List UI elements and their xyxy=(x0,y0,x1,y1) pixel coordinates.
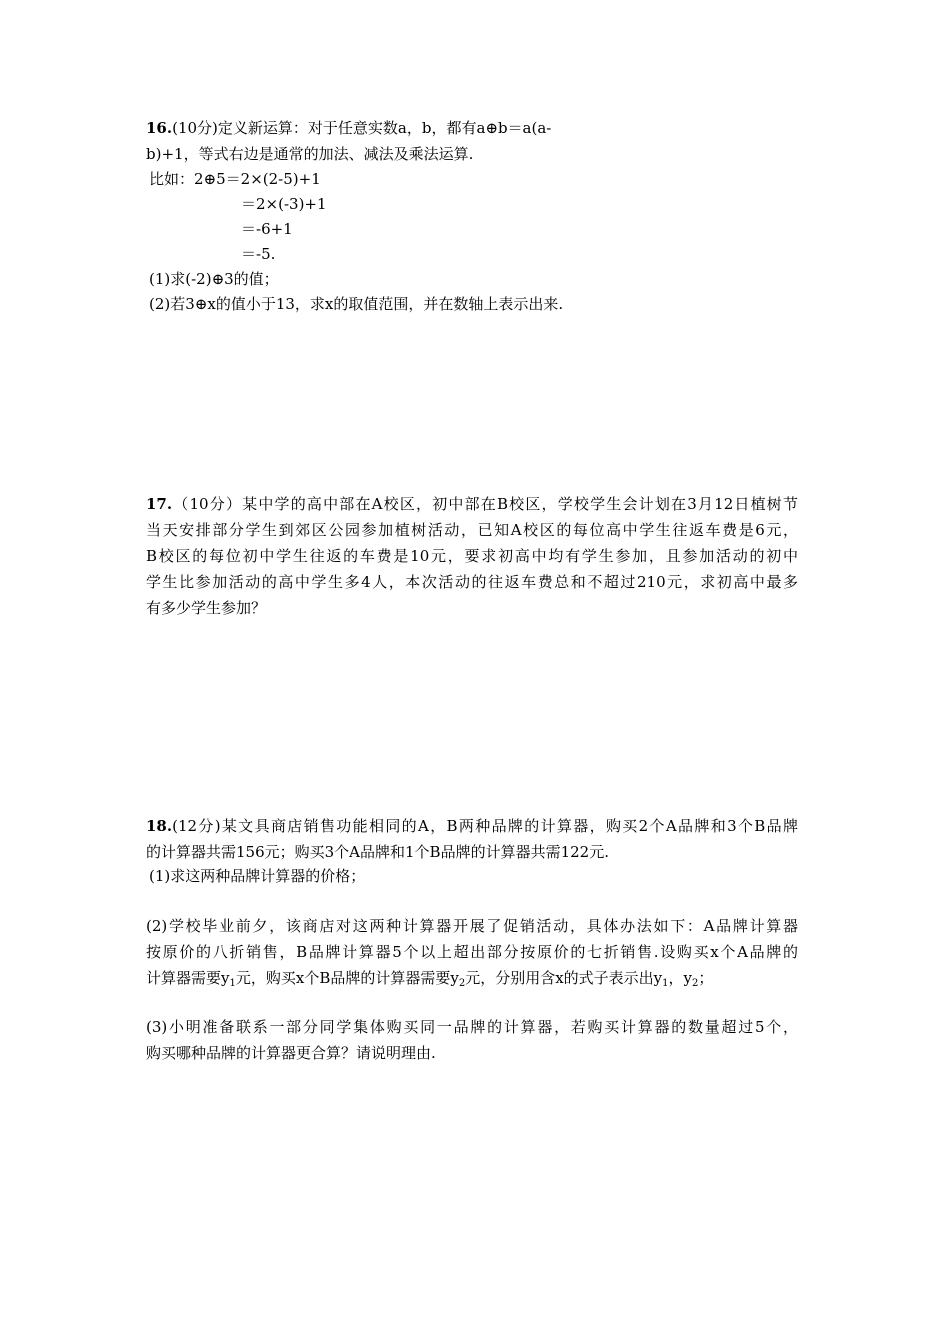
q18-text-a: 计算器需要y xyxy=(146,969,230,987)
q17-line-1 xyxy=(146,494,798,514)
q18-part-3-line-1: (3)小明准备联系一部分同学集体购买同一品牌的计算器，若购买计算器的数量超过5个， xyxy=(146,1018,798,1036)
q17-line-4: 学生比参加活动的高中学生多4人，本次活动的往返车费总和不超过210元，求初高中最多 xyxy=(146,573,798,591)
q18-text-1: (12分)某文具商店销售功能相同的A，B两种品牌的计算器，购买2个A品牌和3个B品牌 xyxy=(172,817,798,835)
q18-text-e: ； xyxy=(698,969,714,987)
q16-part-2: (2)若3⊕x的值小于13，求x的取值范围，并在数轴上表示出来. xyxy=(149,295,564,313)
q18-text-d: ，y xyxy=(668,969,692,987)
q18-text-b: 元，购买x个B品牌的计算器需要y xyxy=(235,969,459,987)
q17-number: 17. xyxy=(146,495,173,513)
q18-sub-3: 1 xyxy=(662,978,669,989)
q16-line-2: b)+1，等式右边是通常的加法、减法及乘法运算. xyxy=(146,145,474,163)
q18-text-c: 元，分别用含x的式子表示出y xyxy=(465,969,663,987)
q17-line-5: 有多少学生参加？ xyxy=(146,599,267,617)
q16-example-line-3: ＝-6+1 xyxy=(241,220,293,238)
q16-text-1: (10分)定义新运算：对于任意实数a，b，都有a⊕b＝a(a- xyxy=(172,119,552,137)
q16-line-1 xyxy=(146,118,551,138)
q16-example-line-2: ＝2×(-3)+1 xyxy=(241,195,327,213)
q18-sub-1: 1 xyxy=(229,978,236,989)
q18-part-2-line-2: 按原价的八折销售，B品牌计算器5个以上超出部分按原价的七折销售.设购买x个A品牌的 xyxy=(146,943,798,961)
q18-part-3-line-2: 购买哪种品牌的计算器更合算？请说明理由. xyxy=(146,1044,436,1062)
q17-text-1: （10分）某中学的高中部在A校区，初中部在B校区，学校学生会计划在3月12日植树节 xyxy=(172,495,798,513)
q17-line-2: 当天安排部分学生到郊区公园参加植树活动，已知A校区的每位高中学生往返车费是6元， xyxy=(146,521,798,539)
q18-sub-2: 2 xyxy=(458,978,466,989)
q18-sub-4: 2 xyxy=(692,978,699,989)
q16-number: 16. xyxy=(146,119,173,137)
q16-part-1: (1)求(-2)⊕3的值； xyxy=(149,270,279,288)
q18-part-1: (1)求这两种品牌计算器的价格； xyxy=(149,867,366,885)
q17-line-3: B校区的每位初中学生往返的车费是10元，要求初高中均有学生参加，且参加活动的初中 xyxy=(146,547,798,565)
q16-example-line-4: ＝-5. xyxy=(241,245,276,263)
q18-line-2: 的计算器共需156元；购买3个A品牌和1个B品牌的计算器共需122元. xyxy=(146,843,609,861)
q18-number: 18. xyxy=(146,817,173,835)
q18-part-2-line-1: (2)学校毕业前夕，该商店对这两种计算器开展了促销活动，具体办法如下：A品牌计算器 xyxy=(146,917,798,935)
q18-part-2-line-3 xyxy=(146,968,713,988)
q18-line-1 xyxy=(146,816,798,836)
q16-example-line-1: 比如：2⊕5＝2×(2-5)+1 xyxy=(149,170,321,188)
